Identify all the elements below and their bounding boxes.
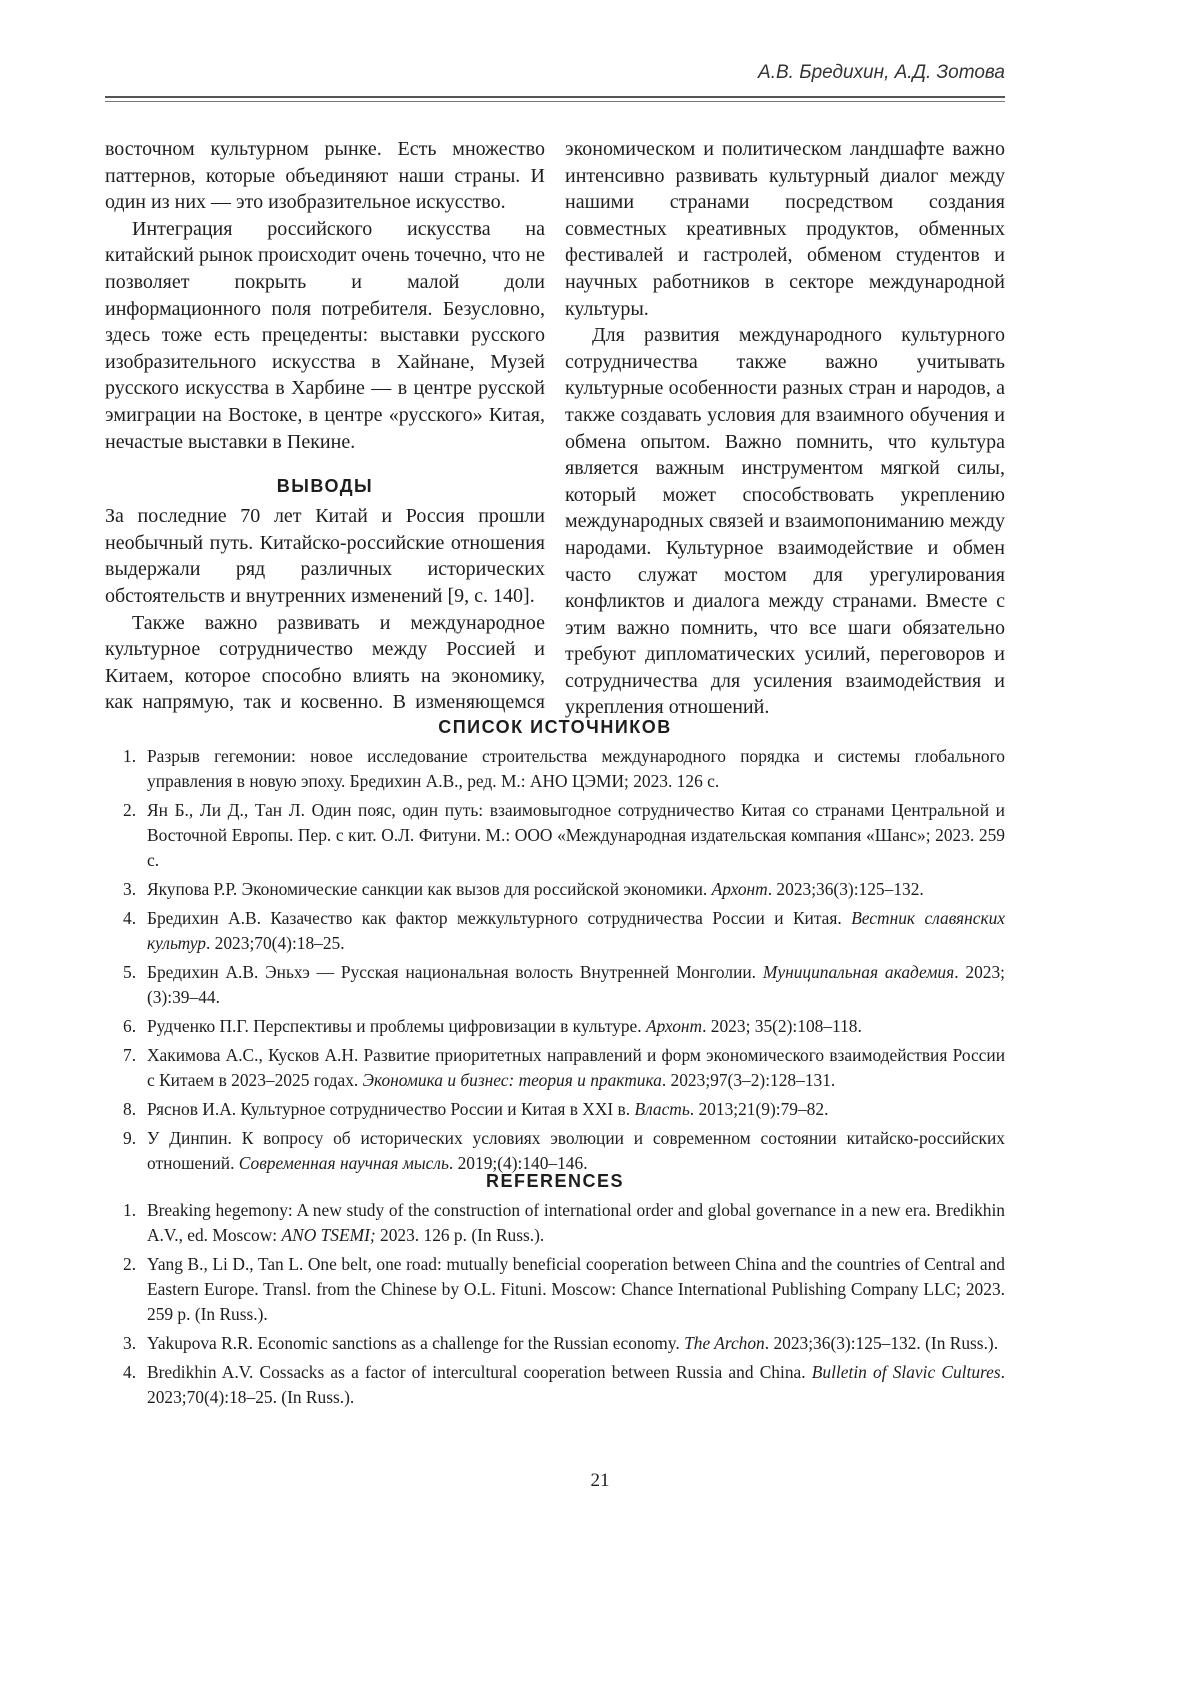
reference-journal: Власть (634, 1099, 689, 1119)
reference-text: . 2019;(4):140–146. (449, 1153, 588, 1173)
page-number: 21 (0, 1470, 1200, 1492)
reference-number: 8. (123, 1097, 136, 1122)
reference-number: 2. (123, 798, 136, 823)
references-heading: REFERENCES (105, 1168, 1005, 1194)
reference-text: . 2023;70(4):18–25. (206, 933, 345, 953)
reference-item (105, 798, 1005, 873)
paragraph: восточном культурном рынке. Есть множество паттернов, которые объединяют наши страны. И один из них — это изобразительное искусство. (105, 136, 545, 216)
reference-item (105, 906, 1005, 956)
reference-text: . 2023;36(3):125–132. (768, 879, 924, 899)
reference-number: 5. (123, 960, 136, 985)
running-head-authors: А.В. Бредихин, А.Д. Зотова (758, 62, 1005, 84)
reference-item (105, 1043, 1005, 1093)
reference-text: . 2023; 35(2):108–118. (702, 1016, 862, 1036)
paragraph: Для развития международного культурного сотрудничества также важно учитывать культурные особенности разных стран и народов, а также создавать условия для взаимного обучения и обмена опытом. Важно помнить, что культура является важным инструментом мягкой силы, который может способствовать укреплению международных связей и взаимопониманию между народами. Культурное взаимодействие и обмен часто служат мостом для урегулирования конфликтов и диалога между странами. Вместе с этим важно помнить, что все шаги обязательно требуют дипломатических усилий, переговоров и сотрудничества для усиления взаимодействия и укрепления отношений. (565, 322, 1005, 721)
reference-text: Разрыв гегемонии: новое исследование строительства международного порядка и системы глобального управления в новую эпоху. Бредихин А.В., ред. М.: АНО ЦЭМИ; 2023. 126 с. (147, 746, 1005, 791)
reference-text: Рудченко П.Г. Перспективы и проблемы цифровизации в культуре. (147, 1016, 646, 1036)
header-rule-thin (105, 101, 1005, 102)
reference-item (105, 1014, 1005, 1039)
reference-item (105, 960, 1005, 1010)
paragraph: Также важно развивать и международное культурное сотрудничество между Россией и Китаем, которое способно влиять на экономику, как напрямую, так и косвенно. В изменяющемся (105, 610, 545, 716)
reference-item (105, 1252, 1005, 1327)
references-section (105, 1168, 1005, 1414)
references-list (105, 1198, 1005, 1410)
paragraph: Интеграция российского искусства на китайский рынок происходит очень точечно, что не позволяет покрыть и малой доли информационного поля потребителя. Безусловно, здесь тоже есть прецеденты: выставки русского изобразительного искусства в Хайнане, Музей русского искусства в Харбине — в центре русской эмиграции на Востоке, в центре «русского» Китая, нечастые выставки в Пекине. (105, 216, 545, 455)
paragraph: За последние 70 лет Китай и Россия прошли необычный путь. Китайско-российские отношения выдержали ряд различных исторических обстоятельств и внутренних изменений [9, с. 140]. (105, 503, 545, 609)
reference-item (105, 1097, 1005, 1122)
reference-text: Ян Б., Ли Д., Тан Л. Один пояс, один путь: взаимовыгодное сотрудничество Китая со странами Центральной и Восточной Европы. Пер. с кит. О.Л. Фитуни. М.: ООО «Международная издательская компания «Шанс»; 2023. 259 с. (147, 800, 1005, 870)
reference-item (105, 1198, 1005, 1248)
reference-item (105, 1360, 1005, 1410)
reference-text: Хакимова А.С., Кусков А.Н. Развитие приоритетных направлений и форм экономического взаимодействия России с Китаем в 2023–2025 годах. (147, 1045, 1005, 1090)
reference-text: . 2013;21(9):79–82. (690, 1099, 829, 1119)
reference-text: Breaking hegemony: A new study of the construction of international order and global governance in a new era. Bredikhin A.V., ed. Moscow: (147, 1200, 1005, 1245)
paragraph: экономическом и политическом ландшафте важно интенсивно развивать культурный диалог между нашими странами посредством создания совместных креативных продуктов, обменных фестивалей и гастролей, обменом студентов и научных работников в секторе международной культуры. (565, 136, 1005, 322)
reference-journal: The Archon (684, 1333, 765, 1353)
body-columns (105, 136, 1005, 721)
section-heading-conclusions: ВЫВОДЫ (105, 473, 545, 499)
reference-number: 4. (123, 906, 136, 931)
reference-item (105, 744, 1005, 794)
sources-heading: СПИСОК ИСТОЧНИКОВ (105, 714, 1005, 740)
sources-list (105, 744, 1005, 1176)
reference-text: У Динпин. К вопросу об исторических условиях эволюции и современном состоянии китайско-российских отношений. (147, 1128, 1005, 1173)
reference-journal: Современная научная мысль (239, 1153, 449, 1173)
reference-text: Бредихин А.В. Эньхэ — Русская национальная волость Внутренней Монголии. (147, 962, 763, 982)
reference-number: 3. (123, 1331, 136, 1356)
reference-number: 1. (123, 744, 136, 769)
reference-number: 4. (123, 1360, 136, 1385)
reference-text: Yakupova R.R. Economic sanctions as a challenge for the Russian economy. (147, 1333, 684, 1353)
reference-number: 6. (123, 1014, 136, 1039)
reference-text: Bredikhin A.V. Cossacks as a factor of intercultural cooperation between Russia and China. (147, 1362, 812, 1382)
right-column (565, 136, 1005, 721)
reference-journal: ANO TSEMI; (281, 1225, 375, 1245)
reference-text: 2023. 126 p. (In Russ.). (376, 1225, 545, 1245)
reference-journal: Муниципальная академия (763, 962, 954, 982)
reference-journal: Bulletin of Slavic Cultures (812, 1362, 1001, 1382)
reference-number: 1. (123, 1198, 136, 1223)
header-rule (105, 96, 1005, 98)
reference-text: . 2023;70(4):18–25. (In Russ.). (147, 1362, 1005, 1407)
reference-item (105, 877, 1005, 902)
reference-item (105, 1331, 1005, 1356)
reference-text: . 2023;(3):39–44. (147, 962, 1005, 1007)
reference-text: Бредихин А.В. Казачество как фактор межкультурного сотрудничества России и Китая. (147, 908, 851, 928)
reference-journal: Вестник славянских культур (147, 908, 1005, 953)
reference-text: Якупова Р.Р. Экономические санкции как вызов для российской экономики. (147, 879, 712, 899)
reference-number: 2. (123, 1252, 136, 1277)
reference-journal: Экономика и бизнес: теория и практика (363, 1070, 662, 1090)
reference-number: 3. (123, 877, 136, 902)
reference-number: 7. (123, 1043, 136, 1068)
sources-section (105, 714, 1005, 1180)
reference-text: . 2023;97(3–2):128–131. (662, 1070, 835, 1090)
left-column (105, 136, 545, 721)
reference-journal: Архонт (712, 879, 768, 899)
reference-text: . 2023;36(3):125–132. (In Russ.). (765, 1333, 998, 1353)
reference-text: Yang B., Li D., Tan L. One belt, one road: mutually beneficial cooperation between China and the countries of Central and Eastern Europe. Transl. from the Chinese by O.L. Fituni. Moscow: Chance International Publishing Company LLC; 2023. 259 p. (In Russ.). (147, 1254, 1005, 1324)
reference-text: Ряснов И.А. Культурное сотрудничество России и Китая в XXI в. (147, 1099, 634, 1119)
reference-journal: Архонт (646, 1016, 702, 1036)
reference-number: 9. (123, 1126, 136, 1151)
